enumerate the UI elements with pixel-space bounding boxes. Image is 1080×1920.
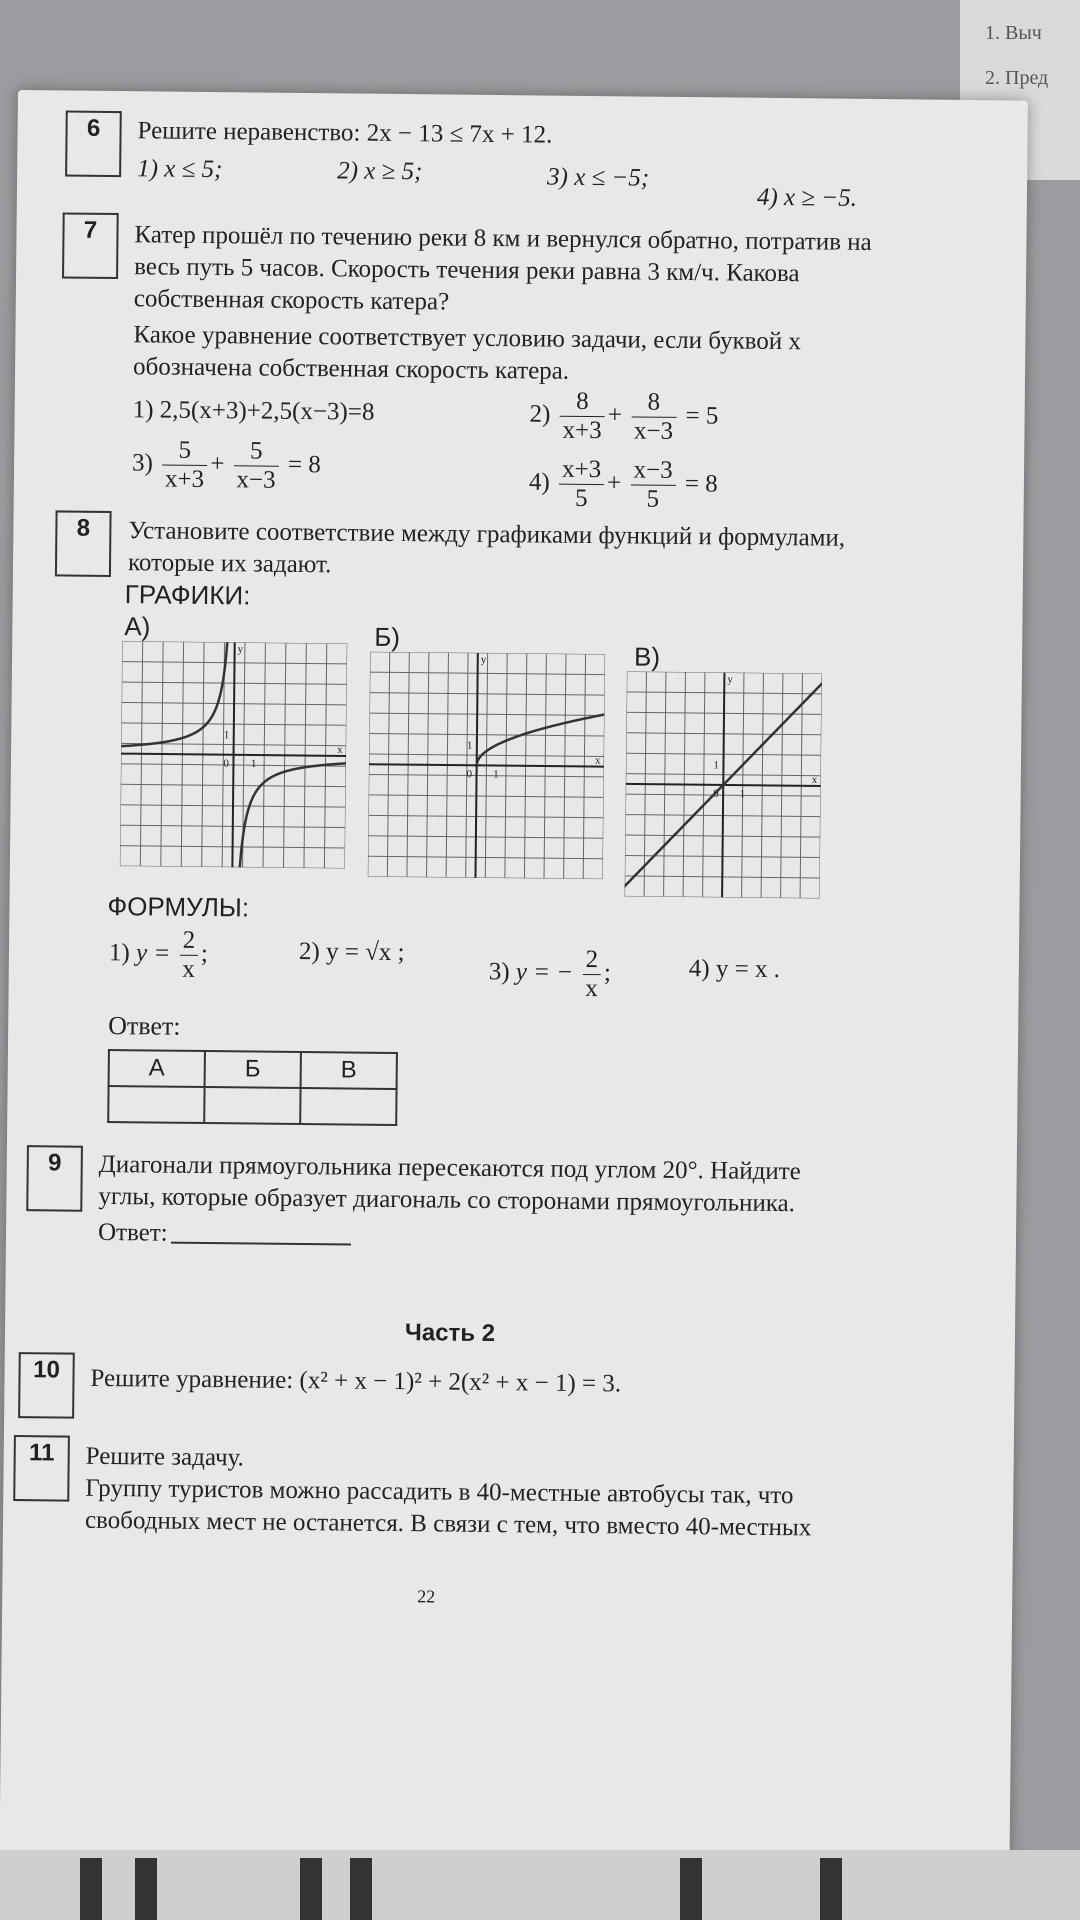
numerator: x−3 bbox=[630, 456, 675, 485]
book-spine bbox=[300, 1858, 322, 1920]
task-7-line-5: обозначена собственная скорость катера. bbox=[132, 353, 570, 385]
denominator: 5 bbox=[646, 485, 660, 513]
denominator: 5 bbox=[574, 484, 588, 512]
task-11-line-2: Группу туристов можно рассадить в 40-местные автобусы так, что bbox=[85, 1474, 794, 1510]
answer-cell-b[interactable] bbox=[204, 1087, 300, 1124]
y-axis-label: y bbox=[727, 673, 733, 686]
answer-cell-a[interactable] bbox=[108, 1086, 204, 1123]
book-spine bbox=[80, 1858, 102, 1920]
task-6-prompt: Решите неравенство: 2x − 13 ≤ 7x + 12. bbox=[137, 117, 553, 149]
option-2-rhs: = 5 bbox=[685, 402, 719, 430]
fraction bbox=[233, 437, 279, 494]
formula-1-prefix: 1) bbox=[108, 939, 130, 967]
y-unit-label: 1 bbox=[466, 739, 473, 752]
numerator: 8 bbox=[560, 388, 605, 417]
graphs-label: ГРАФИКИ: bbox=[124, 579, 251, 611]
task-11-line-3: свободных мест не останется. В связи с тем, что вместо 40-местных bbox=[84, 1506, 812, 1542]
task-10-prompt: Решите уравнение: (x² + x − 1)² + 2(x² + x − 1) = 3. bbox=[90, 1364, 622, 1398]
answer-header-b: Б bbox=[205, 1051, 301, 1088]
answer-table bbox=[107, 1049, 398, 1126]
workbook-page bbox=[0, 90, 1028, 1890]
fraction bbox=[631, 388, 677, 445]
task-9-answer-line[interactable] bbox=[171, 1242, 351, 1246]
fraction bbox=[179, 927, 198, 984]
option-2-prefix: 2) bbox=[529, 400, 551, 428]
formula-3 bbox=[488, 945, 611, 1003]
task-10-number: 10 bbox=[18, 1352, 75, 1419]
book-spines-strip bbox=[0, 1850, 1080, 1920]
x-axis-label: x bbox=[594, 754, 601, 767]
graph-curve-0 bbox=[121, 641, 227, 747]
task-8-line-2: которые их задают. bbox=[127, 549, 332, 579]
x-unit-label: 1 bbox=[739, 788, 746, 801]
formula-1 bbox=[109, 926, 209, 984]
numerator: 2 bbox=[582, 946, 601, 975]
denominator: x+3 bbox=[562, 416, 602, 445]
x-axis bbox=[369, 764, 604, 766]
x-unit-label: 1 bbox=[250, 757, 257, 771]
numerator: 5 bbox=[234, 437, 279, 466]
formula-3-lhs: y = − bbox=[515, 958, 574, 987]
denominator: x−3 bbox=[236, 466, 276, 494]
bg-line-2: 2. Пред bbox=[985, 67, 1049, 89]
task-7-line-3: собственная скорость катера? bbox=[133, 285, 450, 316]
page-number: 22 bbox=[417, 1586, 436, 1607]
x-unit-label: 1 bbox=[493, 768, 499, 781]
task-11-line-1: Решите задачу. bbox=[85, 1442, 245, 1472]
origin-label: 0 bbox=[713, 787, 719, 800]
formula-3-prefix: 3) bbox=[488, 958, 510, 986]
answer-header-v: В bbox=[301, 1052, 397, 1089]
denominator: x+3 bbox=[164, 465, 205, 493]
task-6-number: 6 bbox=[65, 111, 122, 178]
task-9-answer-label: Ответ: bbox=[97, 1218, 168, 1247]
option-4-prefix: 4) bbox=[528, 468, 550, 496]
task-7-line-2: весь путь 5 часов. Скорость течения реки равна 3 км/ч. Какова bbox=[134, 253, 800, 288]
formulas-label: ФОРМУЛЫ: bbox=[107, 890, 250, 923]
y-axis-label: y bbox=[237, 643, 244, 656]
graph-v-linear bbox=[625, 671, 822, 898]
task-8-line-1: Установите соответствие между графиками функций и формулами, bbox=[128, 517, 846, 552]
task-6-option-4: 4) x ≥ −5. bbox=[756, 183, 858, 212]
formula-2: 2) y = √x ; bbox=[298, 937, 405, 967]
fraction bbox=[559, 388, 605, 445]
book-spine bbox=[350, 1858, 372, 1920]
task-7-number: 7 bbox=[62, 212, 119, 279]
denominator: x−3 bbox=[633, 417, 674, 445]
x-axis-label: x bbox=[811, 773, 818, 786]
origin-label: 0 bbox=[223, 757, 230, 770]
formula-1-end: ; bbox=[200, 940, 209, 968]
graph-b-sqrt bbox=[368, 652, 605, 879]
denominator: x bbox=[182, 955, 195, 983]
task-7-option-2: 2) $\frac{8}{x+3}$ + $\frac{8}{x-3}$ = 5 bbox=[529, 387, 719, 445]
graph-a-label: А) bbox=[124, 611, 151, 642]
task-9-number: 9 bbox=[26, 1145, 83, 1212]
numerator: 5 bbox=[162, 437, 207, 466]
formula-4: 4) y = x . bbox=[688, 955, 781, 984]
graph-b-label: Б) bbox=[374, 621, 401, 653]
task-9-line-2: углы, которые образует диагональ со сторонами прямоугольника. bbox=[98, 1182, 796, 1218]
task-7-option-1: 1) 2,5(x+3)+2,5(x−3)=8 bbox=[132, 396, 375, 426]
task-8-number: 8 bbox=[55, 510, 112, 577]
x-axis-label: x bbox=[337, 743, 343, 756]
option-4-rhs: = 8 bbox=[684, 470, 718, 498]
graph-v-label: В) bbox=[633, 641, 661, 672]
y-axis bbox=[232, 642, 234, 867]
answer-header-a: А bbox=[109, 1050, 205, 1087]
part-2-title: Часть 2 bbox=[404, 1319, 496, 1348]
book-spine bbox=[820, 1858, 842, 1920]
y-unit-label: 1 bbox=[223, 729, 230, 742]
task-6-option-3: 3) x ≤ −5; bbox=[546, 163, 650, 192]
option-3-prefix: 3) bbox=[131, 449, 154, 477]
origin-label: 0 bbox=[466, 768, 473, 781]
task-11-number: 11 bbox=[13, 1435, 70, 1502]
option-3-rhs: = 8 bbox=[287, 451, 321, 479]
formula-3-end: ; bbox=[603, 959, 612, 987]
task-7-line-4: Какое уравнение соответствует условию задачи, если буквой x bbox=[133, 321, 802, 356]
y-axis-label: y bbox=[480, 653, 487, 666]
task-8-answer-label: Ответ: bbox=[108, 1010, 181, 1041]
numerator: 2 bbox=[179, 927, 198, 956]
numerator: x+3 bbox=[559, 456, 604, 485]
graph-a-hyperbola-negative bbox=[120, 641, 347, 868]
book-spine bbox=[135, 1858, 157, 1920]
task-6-option-2: 2) x ≥ 5; bbox=[337, 157, 423, 186]
numerator: 8 bbox=[631, 388, 676, 417]
fraction bbox=[630, 456, 676, 513]
book-spine bbox=[680, 1858, 702, 1920]
bg-line-1: 1. Выч bbox=[985, 22, 1042, 44]
formula-1-lhs: y = bbox=[135, 939, 171, 967]
task-9-line-1: Диагонали прямоугольника пересекаются под углом 20°. Найдите bbox=[98, 1150, 801, 1186]
task-7-option-4: 4) $\frac{x+3}{5}$ + $\frac{x-3}{5}$ = 8 bbox=[528, 455, 718, 513]
graph-curve-1 bbox=[240, 762, 346, 868]
task-6-option-1: 1) x ≤ 5; bbox=[137, 155, 223, 184]
fraction bbox=[582, 946, 601, 1003]
fraction bbox=[162, 437, 208, 494]
answer-cell-v[interactable] bbox=[300, 1088, 396, 1125]
y-unit-label: 1 bbox=[713, 759, 720, 772]
task-7-option-3: 3) $\frac{5}{x+3}$ + $\frac{5}{x-3}$ = 8 bbox=[131, 436, 321, 494]
task-7-line-1: Катер прошёл по течению реки 8 км и вернулся обратно, потратив на bbox=[134, 221, 872, 256]
denominator: x bbox=[585, 974, 598, 1003]
fraction bbox=[559, 456, 605, 513]
